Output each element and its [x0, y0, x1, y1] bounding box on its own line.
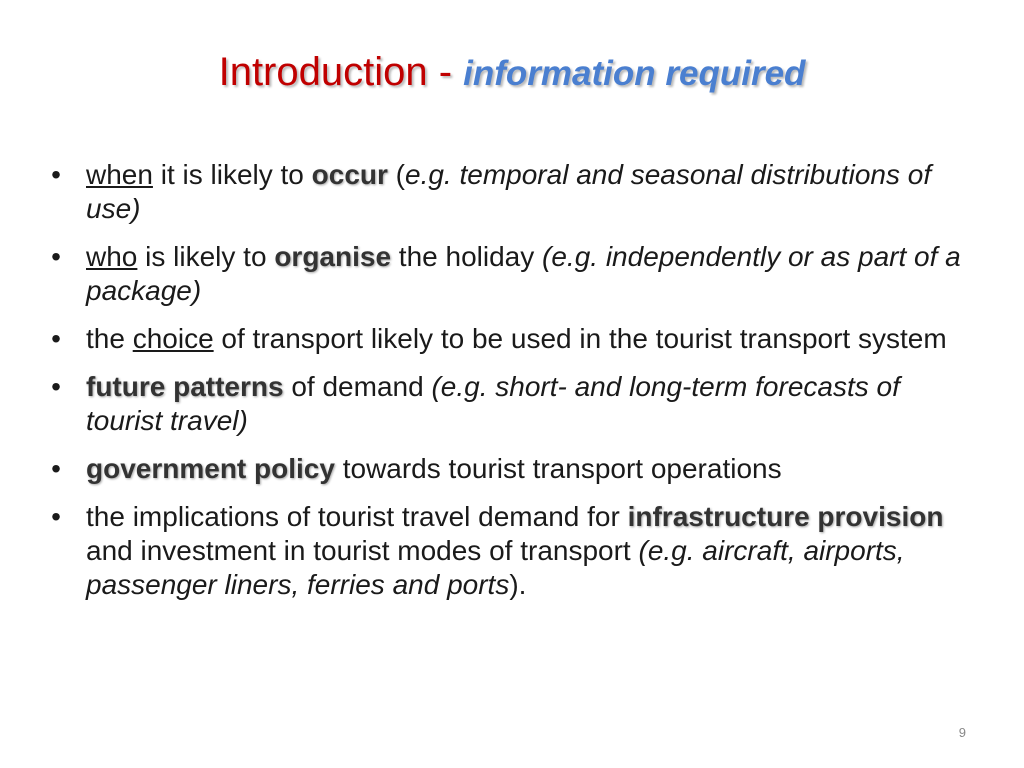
- bullet-text: (: [387, 159, 405, 190]
- bullet-text: towards tourist transport operations: [334, 453, 782, 484]
- bullet-text: ).: [509, 569, 527, 600]
- keyword-infrastructure-provision: infrastructure provision: [627, 501, 944, 532]
- bullet-item-when: [42, 158, 972, 226]
- page-number: 9: [958, 725, 966, 740]
- bullet-item-who: [42, 240, 972, 308]
- keyword-occur: occur: [311, 159, 388, 190]
- bullet-example: e.g. temporal and seasonal distributions of use): [86, 159, 932, 224]
- bullet-icon: •: [51, 323, 61, 354]
- bullet-text: and investment in tourist modes of transport: [86, 535, 639, 566]
- bullet-item-government-policy: [42, 452, 972, 486]
- bullet-example: (e.g. aircraft, airports, passenger liners, ferries and ports: [86, 535, 905, 600]
- keyword-when: when: [86, 159, 153, 190]
- bullet-icon: •: [51, 241, 61, 272]
- keyword-who: who: [86, 241, 138, 272]
- bullet-text: the holiday: [391, 241, 543, 272]
- keyword-organise: organise: [274, 241, 392, 272]
- bullet-icon: •: [51, 453, 61, 484]
- bullet-item-implications: [42, 500, 972, 602]
- bullet-item-choice: [42, 322, 972, 356]
- bullet-example: (e.g. short- and long-term forecasts of tourist travel): [86, 371, 900, 436]
- bullet-example: (e.g. independently or as part of a package): [86, 241, 961, 306]
- bullet-text: of transport likely to be used in the tourist transport system: [213, 323, 947, 354]
- bullet-text: of demand: [283, 371, 432, 402]
- bullet-text: is likely to: [137, 241, 275, 272]
- bullet-item-future-patterns: [42, 370, 972, 438]
- bullet-icon: •: [51, 371, 61, 402]
- keyword-choice: choice: [132, 323, 214, 354]
- bullet-list: [42, 158, 972, 616]
- slide-title: [0, 44, 1024, 102]
- title-main: Introduction -: [218, 50, 453, 94]
- bullet-text: the: [86, 323, 133, 354]
- bullet-text: it is likely to: [152, 159, 312, 190]
- bullet-icon: •: [51, 159, 61, 190]
- bullet-icon: •: [51, 501, 61, 532]
- keyword-government-policy: government policy: [86, 453, 335, 484]
- bullet-text: the implications of tourist travel demand for: [86, 501, 628, 532]
- keyword-future-patterns: future patterns: [86, 371, 284, 402]
- title-subtitle: information required: [463, 54, 806, 93]
